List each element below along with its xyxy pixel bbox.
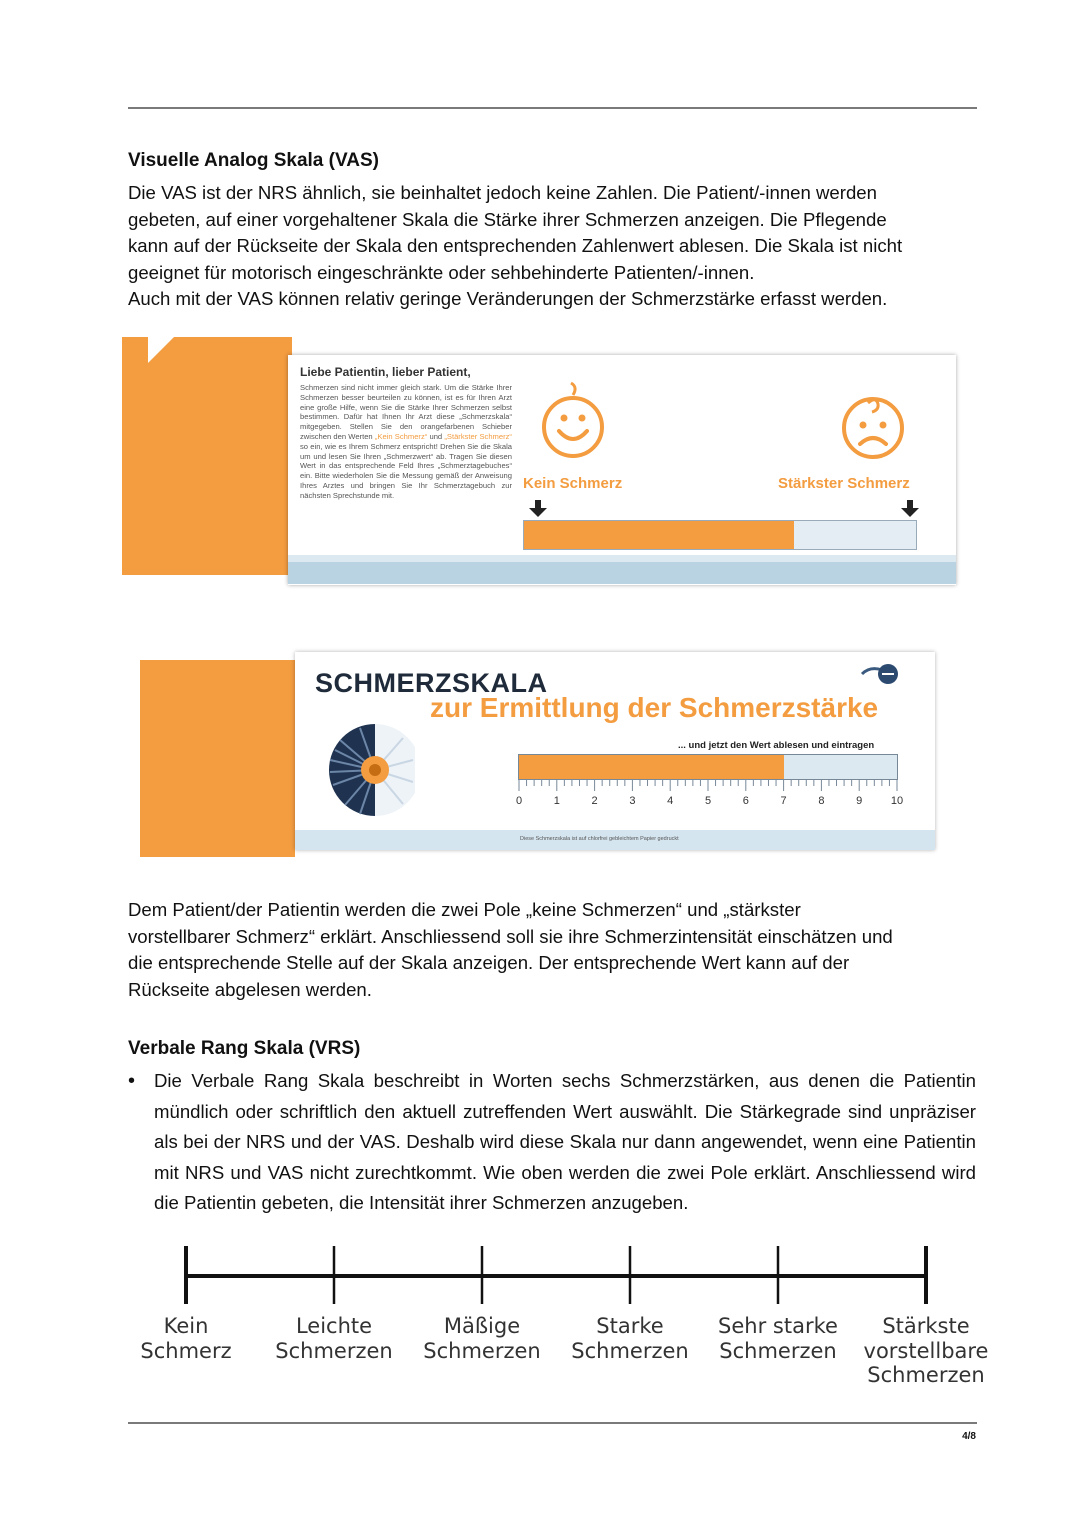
vrs-bullet <box>128 1066 978 1226</box>
card-instructions <box>300 383 512 501</box>
scale-subtitle: zur Ermittlung der Schmerzstärke <box>430 692 879 723</box>
arrow-down-icon <box>900 500 920 518</box>
vas-explanation <box>128 897 968 1003</box>
scale-number: 9 <box>856 795 863 807</box>
instructions-text: Schmerzen sind nicht immer gleich stark. Um die Stärke Ihrer Schmerzen besser beurteilen zu können, ist es für Ihren Arzt eine große Hilfe, wenn Sie die Stärke Ihrer Schmerzen selbst bestimmen. Dafür hat Ihnen Ihr Arzt diese „Schmerzskala“ mitgegeben. Stellen Sie den orangefarbenen Schieber zwischen den Werten <box>300 383 512 441</box>
vas-slider-card-image <box>122 337 962 592</box>
scale-label-sehr-starke-schmerzen <box>708 1314 848 1363</box>
scale-line <box>140 1240 990 1304</box>
card-face <box>288 355 956 585</box>
instructions-highlight: „Kein Schmerz“ <box>374 431 428 441</box>
page-number: 4/8 <box>962 1431 976 1442</box>
scale-label-line: Stärkste <box>882 1314 970 1338</box>
brand-logo-icon <box>860 662 900 686</box>
orange-tab <box>122 337 292 575</box>
vas-heading: Visuelle Analog Skala (VAS) <box>128 150 379 171</box>
scale-label-line: vorstellbare <box>863 1338 989 1363</box>
paragraph-line: kann auf der Rückseite der Skala den entsprechenden Zahlenwert ablesen. Die Skala ist nicht <box>128 235 903 256</box>
instructions-text: so ein, wie es Ihrem Schmerz entspricht! Drehen Sie die Skala um und lesen Sie Ihren „Schmerzwert“ ab. Tragen Sie diesen Wert in das entsprechende Feld Ihres „Schmerztagebuches“ ein. Bitte wiederholen Sie die Messung gemäß der Anweisung Ihres Arztes und bringen Sie Ihr Schmerztagebuch zur nächsten Sprechstunde mit. <box>300 441 512 500</box>
scale-label-line: Schmerzen <box>275 1338 393 1363</box>
scale-number: 1 <box>553 795 560 807</box>
scale-label-starke-schmerzen <box>565 1314 695 1363</box>
scale-bar <box>518 754 898 780</box>
slider-fill <box>524 521 794 549</box>
scale-title: SCHMERZSKALA <box>315 668 548 698</box>
tab-notch <box>148 337 174 363</box>
scale-number: 3 <box>629 795 636 807</box>
card-face <box>295 652 935 850</box>
scale-number: 4 <box>667 795 674 807</box>
scale-label-line: Kein <box>163 1314 209 1338</box>
arrow-down-icon <box>528 500 548 518</box>
card-footnote: Diese Schmerzskala ist auf chlorfrei gebleichtem Papier gedruckt <box>520 836 679 842</box>
paragraph-line: Rückseite abgelesen werden. <box>128 978 372 1000</box>
sad-face-icon <box>838 390 908 460</box>
card-band <box>288 562 956 584</box>
scale-bar-fill <box>519 755 784 779</box>
pain-scale-card-image <box>140 652 940 860</box>
flower-logo-icon <box>325 720 415 820</box>
scale-number: 10 <box>890 795 904 807</box>
bullet-icon: • <box>128 1070 136 1092</box>
scale-label-line: Sehr starke <box>718 1314 838 1338</box>
scale-hint: ... und jetzt den Wert ablesen und eintragen <box>678 740 875 751</box>
verbal-rating-scale <box>140 1240 990 1400</box>
footer-rule <box>128 1422 977 1424</box>
scale-number: 5 <box>704 795 712 807</box>
paragraph-line: Auch mit der VAS können relativ geringe Veränderungen der Schmerzstärke erfasst werden. <box>128 288 888 309</box>
scale-label-maessige-schmerzen <box>417 1314 547 1363</box>
scale-number: 2 <box>591 795 598 807</box>
scale-label-kein-schmerz <box>121 1314 251 1363</box>
header-rule <box>128 107 977 109</box>
scale-ticks <box>518 780 898 792</box>
scale-label-line: Leichte <box>295 1314 373 1338</box>
card-greeting: Liebe Patientin, lieber Patient, <box>300 365 471 379</box>
vas-paragraph <box>128 180 958 313</box>
scale-label-line: Schmerzen <box>719 1338 837 1363</box>
vrs-heading: Verbale Rang Skala (VRS) <box>128 1038 361 1059</box>
scale-label-line: Schmerz <box>140 1338 232 1363</box>
scale-label-line: Schmerzen <box>867 1363 985 1387</box>
scale-number: 7 <box>780 795 787 807</box>
orange-tab <box>140 660 295 857</box>
pole-label-none: Kein Schmerz <box>523 475 623 492</box>
paragraph-line: Die VAS ist der NRS ähnlich, sie beinhaltet jedoch keine Zahlen. Die Patient/-innen werden <box>128 182 877 203</box>
scale-label-line: Schmerzen <box>423 1338 541 1363</box>
paragraph-line: Dem Patient/der Patientin werden die zwei Pole „keine Schmerzen“ und „stärkster <box>128 899 801 920</box>
paragraph-line: geeignet für motorisch eingeschränkte oder sehbehinderte Patienten/-innen. <box>128 261 755 283</box>
scale-number: 8 <box>818 795 825 807</box>
pole-label-strongest: Stärkster Schmerz <box>778 475 910 492</box>
paragraph-line: die entsprechende Stelle auf der Skala anzeigen. Der entsprechende Wert kann auf der <box>128 952 850 973</box>
scale-label-line: Schmerzen <box>571 1338 689 1363</box>
paragraph-line: vorstellbarer Schmerz“ erklärt. Anschliessend soll sie ihre Schmerzintensität einschätzen und <box>128 925 893 947</box>
smiley-face-icon <box>540 377 606 463</box>
scale-number: 6 <box>742 795 749 807</box>
scale-label-staerkste-schmerzen <box>861 1314 991 1388</box>
scale-numbers <box>515 795 918 809</box>
card-band <box>295 830 935 850</box>
instructions-text: und <box>429 431 443 441</box>
instructions-highlight: „Stärkster Schmerz“ <box>444 431 512 441</box>
bullet-text: Die Verbale Rang Skala beschreibt in Worten sechs Schmerzstärken, aus denen die Patientin mündlich oder schriftlich den aktuell zutreffenden Wert auswählt. Die Stärkegrade sind unpräziser als bei der NRS und der VAS. Deshalb wird diese Skala nur dann angewendet, wenn eine Patientin mit NRS und VAS nicht zurechtkommt. Wie oben werden die zwei Pole erklärt. Anschliessend wird die Patientin gebeten, die Intensität ihrer Schmerzen anzugeben. <box>154 1070 976 1213</box>
pain-slider <box>523 520 917 550</box>
scale-label-leichte-schmerzen <box>269 1314 399 1363</box>
paragraph-line: gebeten, auf einer vorgehaltener Skala die Stärke ihrer Schmerzen anzeigen. Die Pflegende <box>128 208 887 230</box>
scale-number: 0 <box>515 795 523 807</box>
scale-label-line: Mäßige <box>443 1314 521 1338</box>
scale-label-line: Starke <box>596 1314 664 1338</box>
